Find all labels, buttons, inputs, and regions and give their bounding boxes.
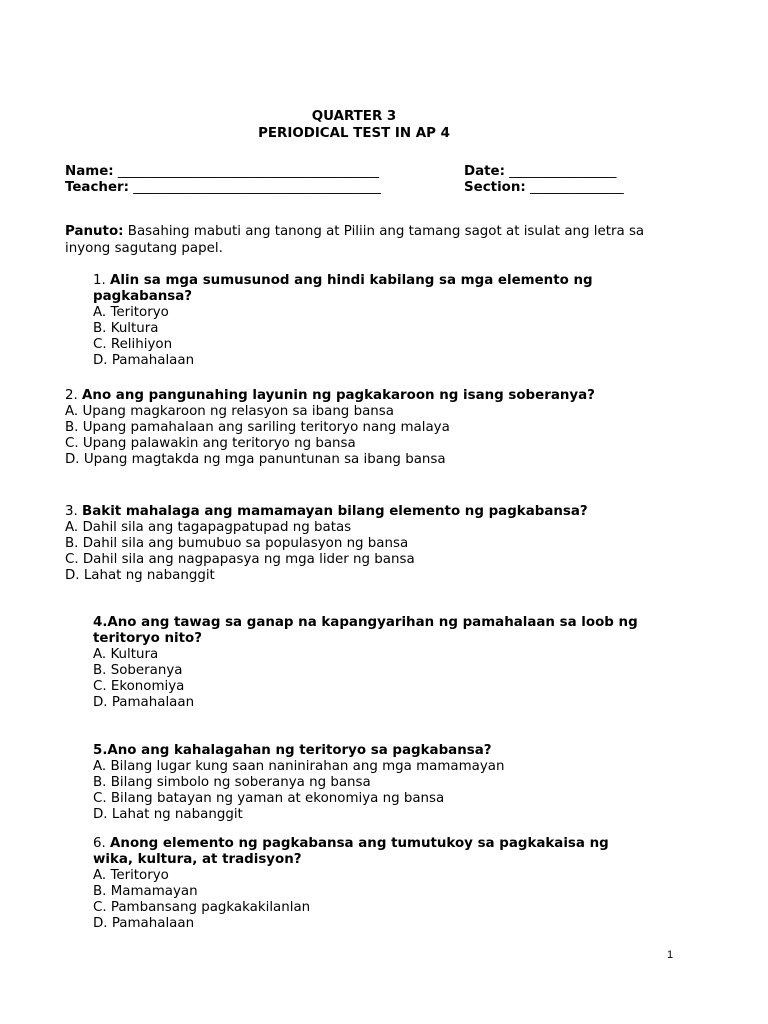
option-b: B. Mamamayan: [93, 884, 198, 899]
option-b: B. Bilang simbolo ng soberanya ng bansa: [93, 775, 371, 790]
instructions-label: Panuto:: [65, 224, 124, 239]
option-c: C. Bilang batayan ng yaman at ekonomiya ng bansa: [93, 791, 445, 806]
teacher-label: Teacher:: [65, 180, 129, 195]
instructions: [65, 223, 675, 257]
question-number: 3.: [65, 504, 83, 519]
section-label: Section:: [464, 180, 526, 195]
option-a: A. Dahil sila ang tagapagpatupad ng batas: [65, 520, 352, 535]
option-b: B. Soberanya: [93, 663, 183, 678]
option-b: B. Dahil sila ang bumubuo sa populasyon ng bansa: [65, 536, 409, 551]
option-d: D. Lahat ng nabanggit: [65, 568, 215, 583]
question-1: [93, 273, 653, 369]
question-3: [65, 504, 685, 584]
question-2: [65, 388, 685, 468]
question-stem: Anong elemento ng pagkabansa ang tumutukoy sa pagkakaisa ng wika, kultura, at tradisyon?: [93, 836, 609, 867]
question-stem: 5.Ano ang kahalagahan ng teritoryo sa pagkabansa?: [93, 743, 492, 758]
option-c: C. Relihiyon: [93, 337, 173, 352]
option-d: D. Pamahalaan: [93, 916, 195, 931]
name-field: [65, 164, 379, 180]
option-d: D. Pamahalaan: [93, 695, 195, 710]
option-d: D. Pamahalaan: [93, 353, 195, 368]
name-label: Name:: [65, 164, 114, 179]
section-field: [464, 180, 624, 196]
question-number: 2.: [65, 388, 83, 403]
question-stem: Bakit mahalaga ang mamamayan bilang elemento ng pagkabansa?: [82, 504, 588, 519]
quarter-heading: QUARTER 3: [311, 109, 397, 124]
question-5: [93, 743, 683, 823]
question-6: [93, 836, 653, 932]
date-field: [464, 164, 616, 180]
option-a: A. Kultura: [93, 647, 159, 662]
question-stem: 4.Ano ang tawag sa ganap na kapangyarihan ng pamahalaan sa loob ng teritoryo nito?: [93, 615, 638, 646]
option-c: C. Ekonomiya: [93, 679, 185, 694]
teacher-field: [65, 180, 381, 196]
question-stem: Ano ang pangunahing layunin ng pagkakaroon ng isang soberanya?: [82, 388, 595, 403]
option-a: A. Bilang lugar kung saan naninirahan ang mga mamamayan: [93, 759, 505, 774]
option-d: D. Lahat ng nabanggit: [93, 807, 243, 822]
option-a: A. Teritoryo: [93, 868, 169, 883]
instructions-text: Basahing mabuti ang tanong at Piliin ang tamang sagot at isulat ang letra sa inyong sagutang papel.: [65, 224, 645, 256]
question-number: 6.: [93, 836, 111, 851]
option-c: C. Dahil sila ang nagpapasya ng mga lider ng bansa: [65, 552, 415, 567]
option-c: C. Upang palawakin ang teritoryo ng bansa: [65, 436, 356, 451]
option-a: A. Teritoryo: [93, 305, 169, 320]
option-d: D. Upang magtakda ng mga panuntunan sa ibang bansa: [65, 452, 446, 467]
question-stem: Alin sa mga sumusunod ang hindi kabilang sa mga elemento ng pagkabansa?: [93, 273, 593, 304]
test-title: PERIODICAL TEST IN AP 4: [258, 126, 450, 141]
page-number: 1: [667, 949, 674, 961]
option-b: B. Upang pamahalaan ang sariling teritoryo nang malaya: [65, 420, 450, 435]
option-a: A. Upang magkaroon ng relasyon sa ibang bansa: [65, 404, 394, 419]
section-blank-line: ______________: [530, 180, 624, 195]
question-4: [93, 615, 683, 711]
option-c: C. Pambansang pagkakakilanlan: [93, 900, 311, 915]
option-b: B. Kultura: [93, 321, 159, 336]
date-label: Date:: [464, 164, 505, 179]
date-blank-line: ________________: [509, 164, 617, 179]
question-number: 1.: [93, 273, 111, 288]
name-blank-line: _______________________________________: [117, 164, 380, 179]
teacher-blank-line: _____________________________________: [133, 180, 381, 195]
